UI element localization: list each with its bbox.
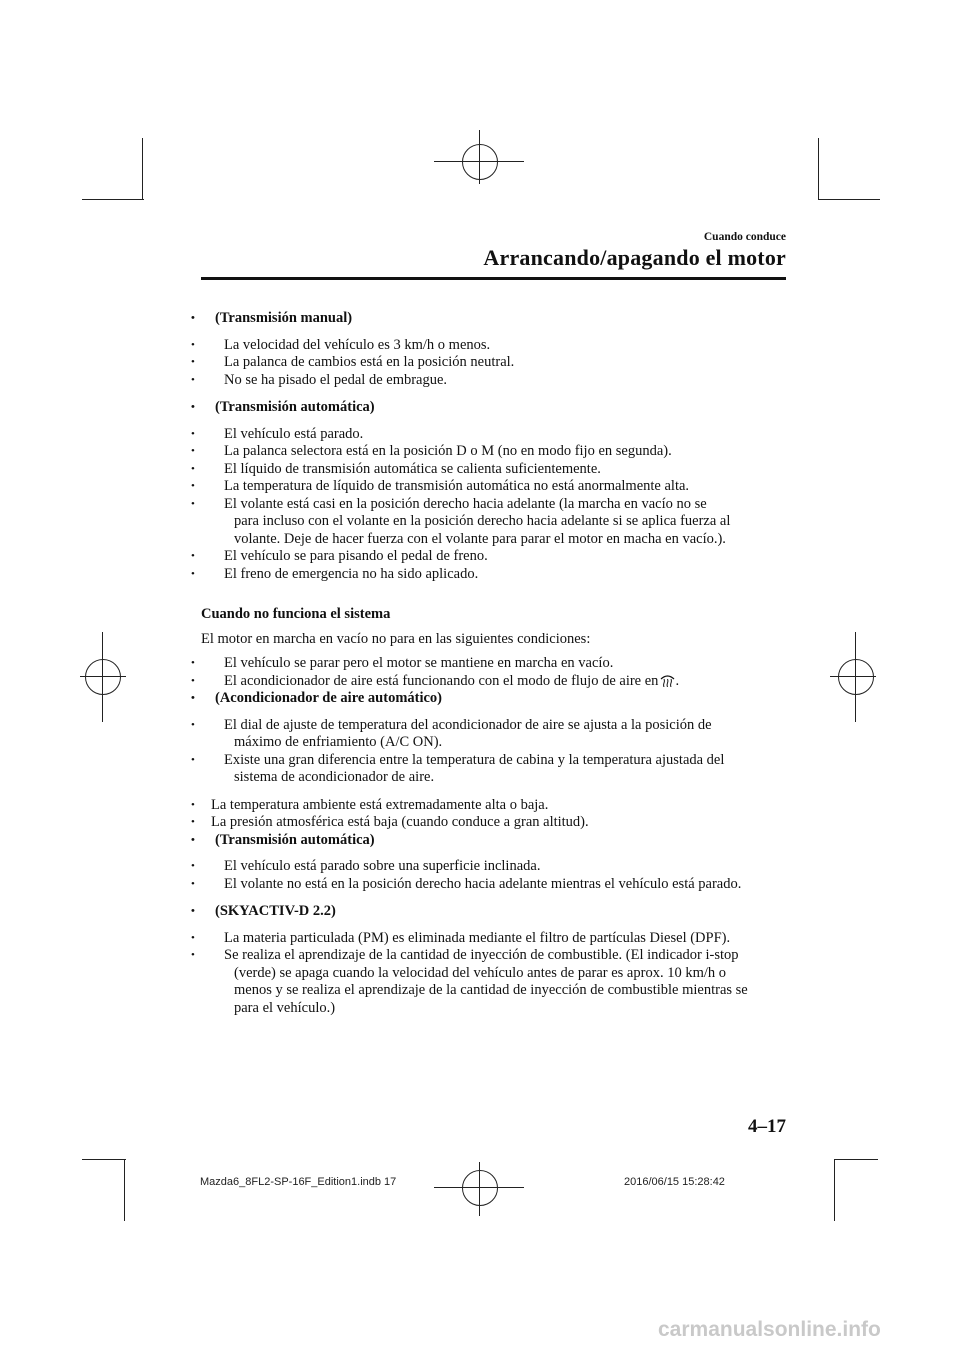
footer-file-info: Mazda6_8FL2-SP-16F_Edition1.indb 17 — [200, 1176, 397, 1188]
section-heading: Cuando no funciona el sistema — [201, 606, 391, 622]
intro-text: El motor en marcha en vacío no para en las siguientes condiciones: — [201, 630, 591, 647]
list-item: • No se ha pisado el pedal de embrague. — [201, 372, 791, 390]
list-item-text: El acondicionador de aire está funcionando con el modo de flujo de aire en — [224, 672, 659, 689]
list-item-text: . — [675, 672, 680, 689]
section-label: Cuando conduce — [703, 231, 786, 243]
list-item: • El freno de emergencia no ha sido aplicado. — [201, 566, 791, 584]
list-item-line: máximo de enfriamiento (A/C ON). — [234, 734, 443, 750]
list-item-line: sistema de acondicionador de aire. — [234, 769, 435, 785]
list-item: • La presión atmosférica está baja (cuando conduce a gran altitud). — [201, 814, 791, 832]
list-item: • La palanca selectora está en la posición D o M (no en modo fijo en segunda). — [201, 443, 791, 461]
list-item: • La temperatura ambiente está extremadamente alta o baja. — [201, 797, 791, 815]
list-item-line: menos y se realiza el aprendizaje de la cantidad de inyección de combustible mientras se — [234, 982, 748, 998]
list-item: • La velocidad del vehículo es 3 km/h o menos. — [201, 337, 791, 355]
defroster-icon — [660, 674, 675, 687]
footer-date: 2016/06/15 15:28:42 — [624, 1176, 725, 1188]
section-title: Arrancando/apagando el motor — [483, 245, 786, 270]
skyactiv-heading: • (SKYACTIV-D 2.2) — [201, 903, 791, 921]
watermark: carmanualsonline.info — [658, 1318, 881, 1341]
ac-heading: • (Acondicionador de aire automático) — [201, 690, 791, 708]
list-item — [201, 673, 791, 691]
list-item-line: • Existe una gran diferencia entre la temperatura de cabina y la temperatura ajustada del — [224, 751, 725, 768]
list-item-line: • El volante está casi en la posición derecho hacia adelante (la marcha en vacío no se — [224, 495, 707, 512]
list-item: • El vehículo se parar pero el motor se mantiene en marcha en vacío. — [201, 655, 791, 673]
list-item-line: para incluso con el volante en la posición derecho hacia adelante si se aplica fuerza al — [234, 513, 731, 529]
list-item — [201, 717, 791, 752]
manual-heading: • (Transmisión manual) — [201, 310, 791, 328]
list-item: • El vehículo está parado sobre una superficie inclinada. — [201, 858, 791, 876]
list-item: • El vehículo se para pisando el pedal de freno. — [201, 548, 791, 566]
list-item-line: (verde) se apaga cuando la velocidad del vehículo antes de parar es aprox. 10 km/h o — [234, 964, 726, 981]
list-item-line: • El dial de ajuste de temperatura del acondicionador de aire se ajusta a la posición de — [224, 716, 712, 733]
list-item: • La palanca de cambios está en la posición neutral. — [201, 354, 791, 372]
list-item: • El vehículo está parado. — [201, 426, 791, 444]
list-item: • El líquido de transmisión automática se calienta suficientemente. — [201, 461, 791, 479]
page-content — [201, 310, 791, 1017]
list-item: • La materia particulada (PM) es eliminada mediante el filtro de partículas Diesel (DPF). — [201, 930, 791, 948]
list-item — [201, 496, 791, 549]
list-item: • La temperatura de líquido de transmisión automática no está anormalmente alta. — [201, 478, 791, 496]
list-item: • El volante no está en la posición derecho hacia adelante mientras el vehículo está parado. — [201, 876, 791, 894]
list-item — [201, 947, 791, 1017]
list-item — [201, 752, 791, 787]
header-rule — [201, 277, 786, 280]
list-item-line: para el vehículo.) — [234, 999, 336, 1016]
at-heading: • (Transmisión automática) — [201, 832, 791, 850]
list-item-line: • Se realiza el aprendizaje de la cantidad de inyección de combustible. (El indicador i-stop — [224, 947, 739, 963]
page-number: 4–17 — [748, 1116, 786, 1137]
list-item-line: volante. Deje de hacer fuerza con el volante para parar el motor en macha en vacío.). — [234, 530, 726, 547]
automatic-heading: • (Transmisión automática) — [201, 399, 791, 417]
